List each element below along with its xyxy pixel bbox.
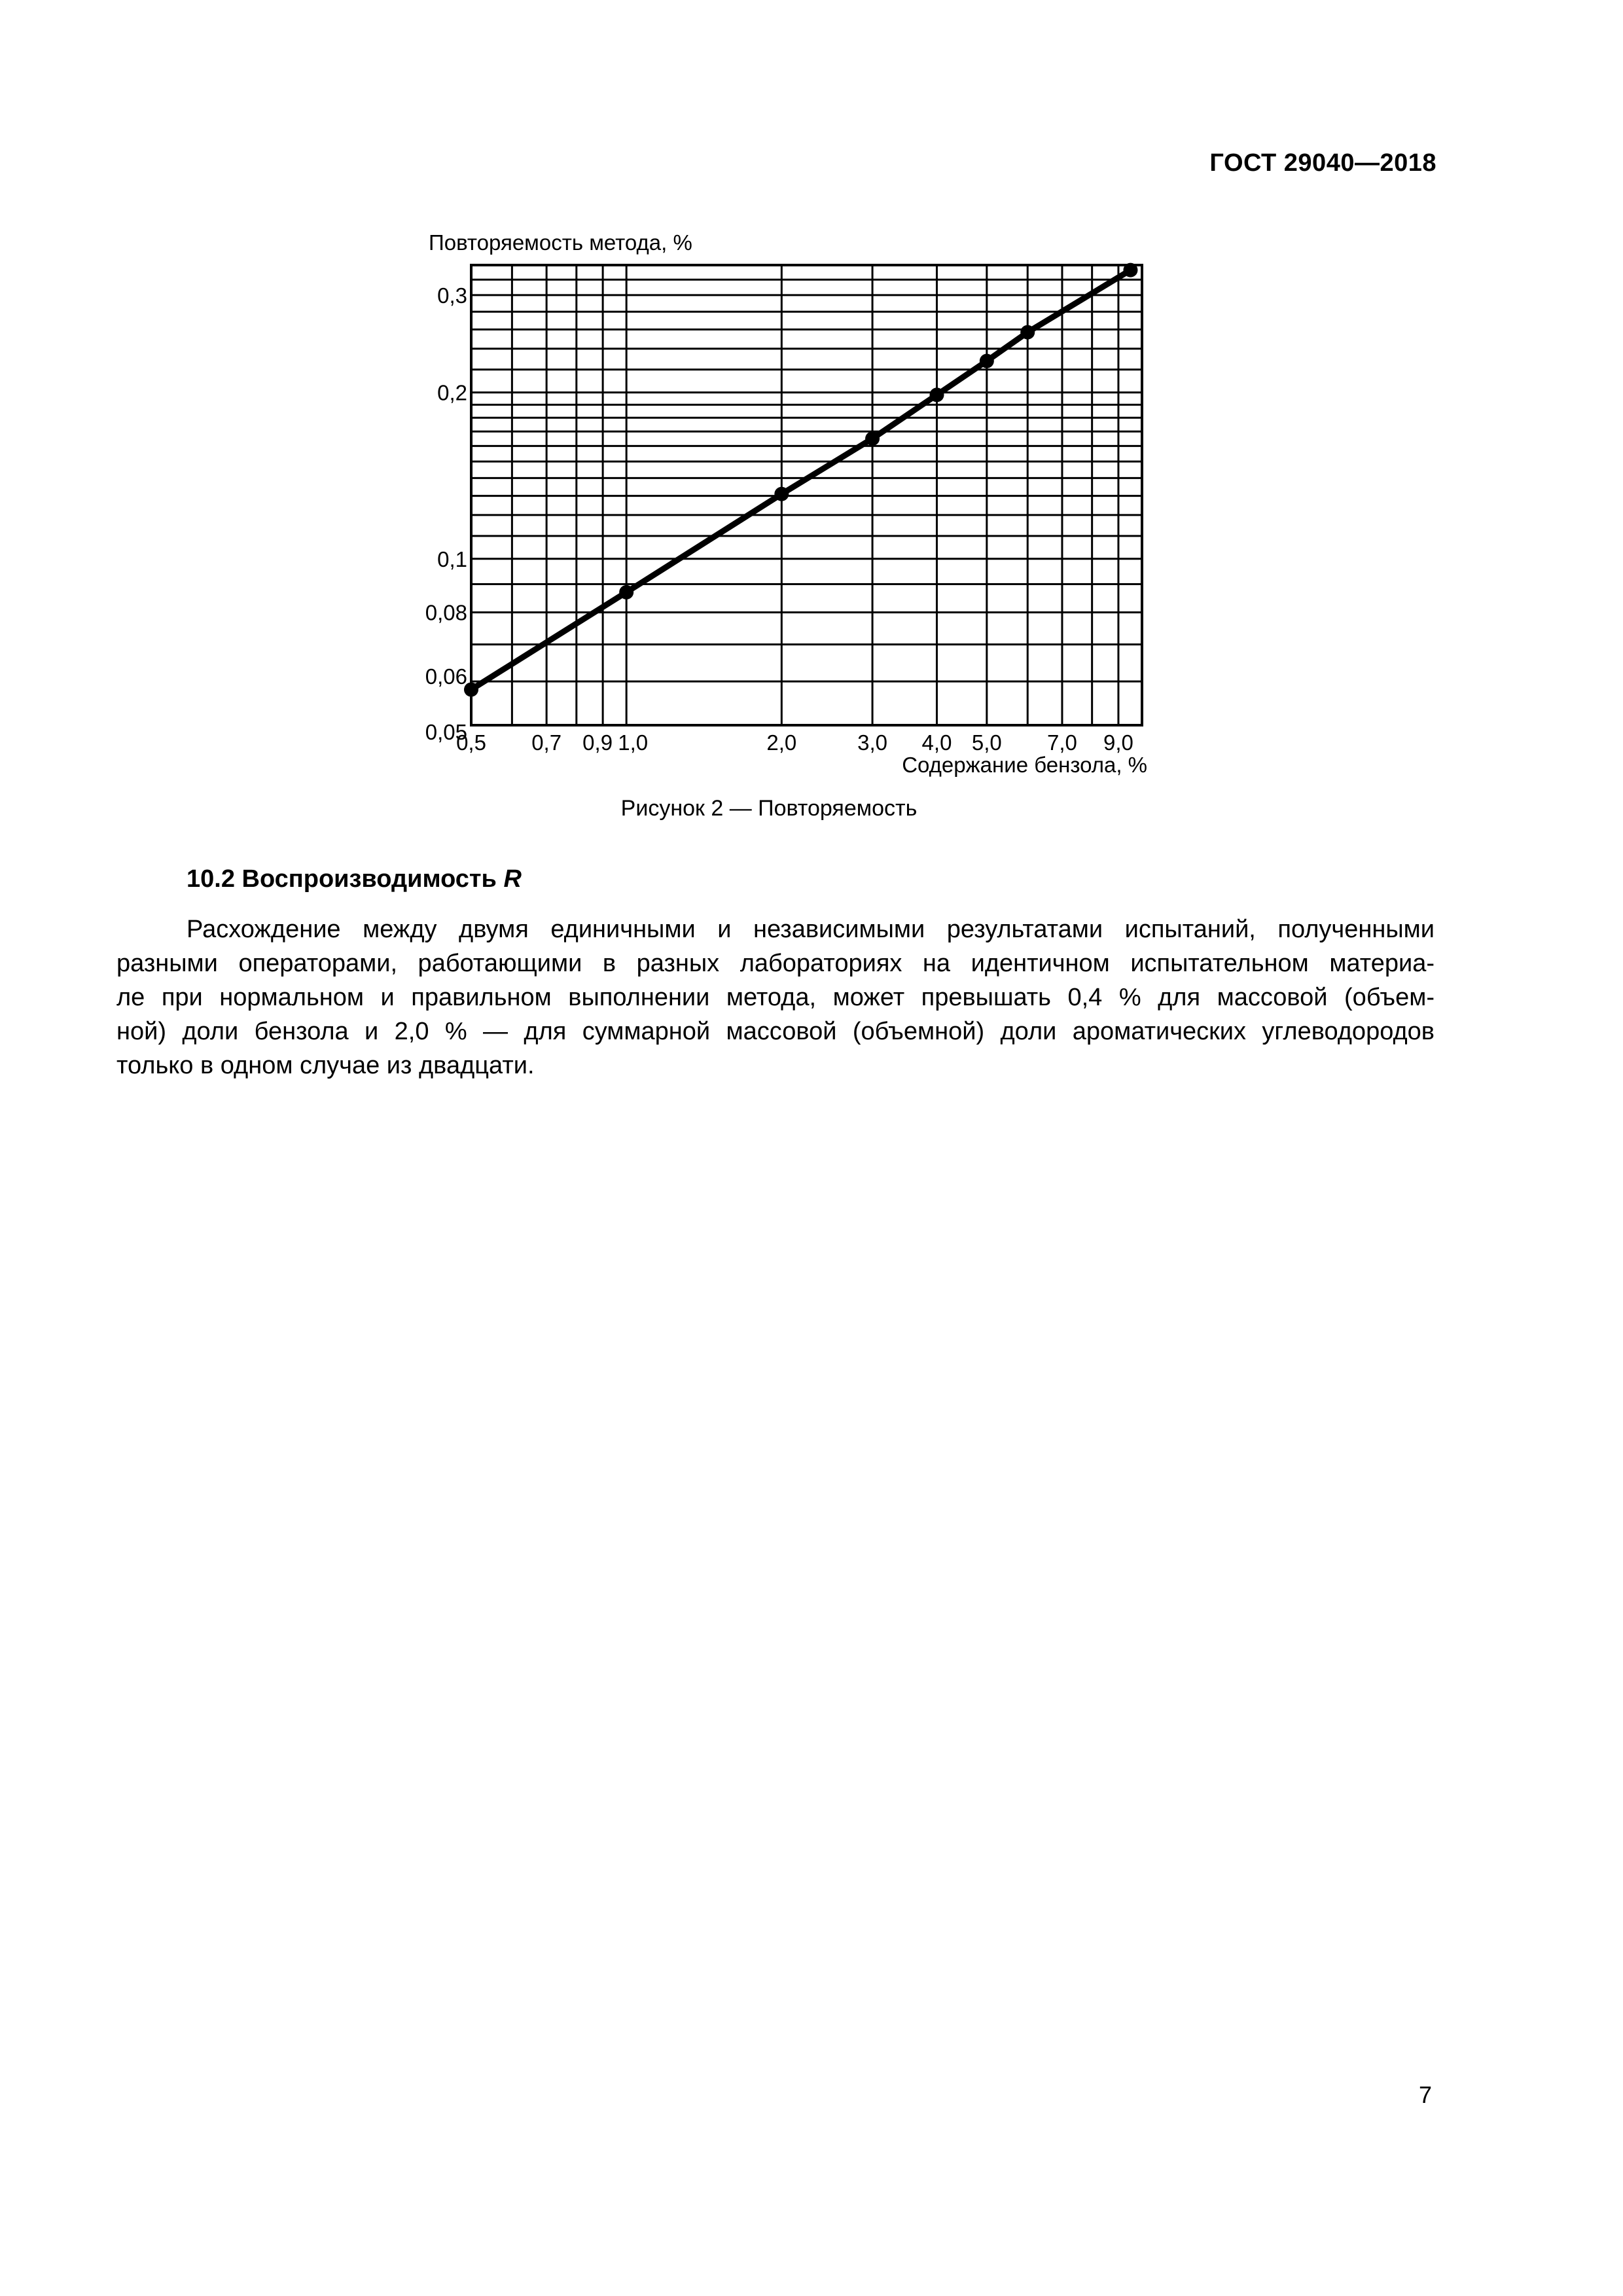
x-tick-label: 9,0 [1103, 730, 1133, 755]
y-tick-label: 0,1 [437, 547, 467, 571]
x-tick-label: 3,0 [857, 730, 887, 755]
x-tick-label: 2,0 [766, 730, 797, 755]
x-tick-label: 0,7 [531, 730, 562, 755]
figure-caption: Рисунок 2 — Повторяемость [620, 796, 918, 821]
y-tick-label: 0,08 [425, 600, 467, 625]
data-point [774, 487, 789, 501]
y-tick-label: 0,3 [437, 283, 467, 308]
x-axis-label: Содержание бензола, % [902, 753, 1147, 777]
paragraph-line: Расхождение между двумя единичными и независимыми результатами испытаний, полученными [187, 916, 1435, 943]
y-axis-label: Повторяемость метода, % [429, 230, 692, 255]
x-tick-label: 0,5 [456, 730, 486, 755]
data-point [929, 387, 944, 402]
data-point [865, 431, 880, 446]
section-heading [187, 865, 522, 893]
x-tick-label: 4,0 [921, 730, 952, 755]
y-tick-label: 0,2 [437, 380, 467, 405]
paragraph-line: ной) доли бензола и 2,0 % — для суммарной массовой (объемной) доли ароматических углеводородов [116, 1018, 1435, 1045]
paragraph-line: разными операторами, работающими в разных лабораториях на идентичном испытательном материа- [116, 950, 1435, 977]
x-tick-label: 5,0 [971, 730, 1002, 755]
data-point [980, 354, 994, 368]
section-title: 10.2 Воспроизводимость [187, 865, 504, 893]
data-point [1020, 325, 1035, 340]
y-tick-label: 0,05 [425, 720, 467, 744]
x-tick-label: 0,9 [582, 730, 613, 755]
chart-grid [471, 265, 1142, 725]
repeatability-chart [0, 0, 1623, 851]
paragraph-line: ле при нормальном и правильном выполнении метода, может превышать 0,4 % для массовой (объем- [116, 984, 1435, 1011]
page-number: 7 [1418, 2081, 1432, 2108]
data-point [619, 585, 633, 600]
paragraph-line: только в одном случае из двадцати. [116, 1052, 535, 1079]
document-header: ГОСТ 29040—2018 [1209, 149, 1436, 177]
x-tick-label: 1,0 [618, 730, 649, 755]
section-symbol: R [503, 865, 522, 893]
x-tick-label: 7,0 [1047, 730, 1077, 755]
y-tick-label: 0,06 [425, 664, 467, 689]
body-paragraph [116, 912, 1435, 1083]
data-point [1123, 263, 1137, 278]
